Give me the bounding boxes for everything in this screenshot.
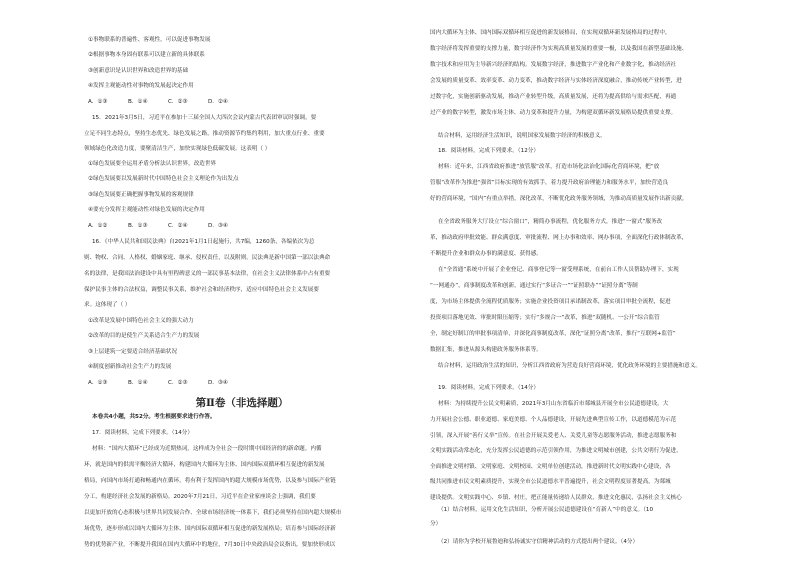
question-17-material: 环，就是国内的供需平衡经济大循环，构建国内大循环为主体、国内国际双循环相互促进的新发展 (84, 462, 325, 468)
question-18-material: 投资项目落地见效、审批时限压缩等；实行“多规合一”改革，推进“双随机、一公开”综合监管 (430, 315, 660, 321)
question-17-material: 以更加开放的心态积极与世界共同发展合作、全球市场经济统一体系下，我们必须坚持在国内超大规模市 (84, 510, 342, 516)
question-17-head: 17．阅读材料，完成下列要求。（14分） (92, 430, 193, 436)
answer-choices-q15 (88, 221, 400, 232)
option-line: ①绿色发展要全运用矛盾分析法认识世界，改造世界 (88, 161, 217, 167)
answer-c: C．②③ (168, 99, 188, 105)
question-17-material: 格局，向国内市场打通和畅通内在循环，将有利于发挥国内的超大规模市场优势，以及参与国际产业链 (84, 478, 336, 484)
answer-d: D．③④ (208, 223, 228, 229)
question-18-material: 管服”改革作为推进“强省”目标实现的有效抓手，着力提升政府治理能力和服务水平，加快营造良 (430, 180, 669, 186)
question-18-material: 好的营商环境，“国内”有重点举措，深化改革，不断优化政务服务领域，为推动高质量发展作出新贡献。 (430, 196, 688, 202)
option-line: ③创新意识是认识世界和改造世界的基础 (88, 68, 189, 74)
question-19-sub1-cont: 分） (430, 521, 442, 527)
section-title: 第Ⅱ卷（非选择题） (195, 397, 289, 409)
question-17-material: 分工，构建经济社会发展的新格局。2020年7月21日，习近平在企业家座谈会上强调，我们要 (84, 494, 316, 500)
question-19-material: 级共同推进市民文明素质提升，实现全市公民道德水平普遍提升，社会文明程度显著提高，为郯城 (430, 479, 671, 485)
option-line: ②改革的目的是使生产关系适合生产力的发展 (88, 333, 200, 339)
answer-b: B．①③ (128, 223, 148, 229)
answer-d: D．②④ (208, 99, 228, 105)
question-18-material: 不断提升企业和群众办事的满意度、获得感。 (430, 251, 542, 257)
option-line: ④制度创新推动社会生产力的发展 (88, 364, 172, 370)
option-line: ①事物联系的普遍性、客观性，可以促进事物发展 (88, 37, 211, 43)
answer-a: A．①③ (88, 380, 108, 386)
option-line: ②根据事物本身固有联系可以建立新的具体联系 (88, 52, 205, 58)
answer-a: A．①③ (88, 99, 108, 105)
question-18-material: 革，推动政府审批效能、群众满意度、审批流程、网上办事和效率、网办事项，全面深化行政体制改革， (430, 235, 688, 241)
option-line: ④发挥主观能动性对事物的发展起决定作用 (88, 83, 194, 89)
section-note: 本卷共4小题，共52分。考生根据要求进行作答。 (92, 414, 216, 420)
question-17-material: 过产业的数字转型，激发市场主体、动力变革和提升力量，为构建双循环新发展格局提供重要支撑。 (430, 110, 677, 116)
question-17-material: 势的优势新产业，不断提升我国在国内大循环中的地位，7月30日中央政治局会议指出，要加快形成以 (84, 542, 336, 548)
question-19-sub2: （2）请你为学校开展鲁迪和弘扬诚实守信精神活动的方式提出两个建议。（4分） (438, 539, 639, 545)
option-line: ③绿色发展要正确把握事物发展的客观规律 (88, 192, 194, 198)
question-19-material: 全面推进文明村镇、文明家庭、文明校园、文明单位创建活动，推进新时代文明实践中心建设，各 (430, 464, 671, 470)
question-18-material: 在全省政务服务大厅设立“综合窗口”，精简办事流程，优化服务方式，推进“一窗式”服务改 (438, 219, 663, 225)
question-19-material: 力开展社会公德、职业道德、家庭美德、个人品德建设，开展先进典型宣传工作，以道德模范为示范 (430, 417, 677, 423)
question-17-material: 材料：“国内大循环”已经成为近期热词，这样成为全社会一段时期中国经济的的新命题。内循 (92, 446, 322, 452)
option-line: ①改革是发展中国特色社会主义的强大动力 (88, 318, 194, 324)
question-19-material: 引领，深入开展“善行义举”宣传。在社会开展关爱老人、关爱儿童等志愿服务活动，推进志愿服务和 (430, 433, 677, 439)
question-17-material: 过数字化，实施创新驱动发展，推动产业转型升级，高质量发展，还将为提高供给与需求匹配，再通 (430, 94, 677, 100)
question-16-stem: 则、物权、合同、人格权、婚姻家庭、继承、侵权责任，以及附则。民法典是新中国第一部以法典命 (84, 255, 331, 261)
question-19-material: 建设提供。文明实践中心、乡镇、村庄，把正能量传递给人民群众，推进文化惠民，弘扬社会主义核心 (430, 495, 682, 501)
question-18-material: 度，为市场主体提供全流程优质服务；实施企业投资项目承诺制改革，落实项目审批全流程，促进 (430, 299, 671, 305)
option-line: ④要充分发挥主观能动性对绿色发展的决定作用 (88, 207, 205, 213)
question-18-material: “一网通办”，商事制度改革和创新，通过实行“多证合一”“证照联办”“证照分离”等制 (430, 283, 638, 289)
question-15-stem: 领域绿色化改造力度，要聚清洁生产，加快实现绿色低碳发展。这表明（ ） (84, 146, 271, 152)
answer-c: C．②③ (168, 380, 188, 386)
answer-d: D．③④ (208, 380, 228, 386)
question-18-head: 18．阅读材料，完成下列要求。（12分） (438, 148, 539, 154)
question-17-material: 国内大循环为主体、国内国际双循环相互促进的新发展格局，在实现双循环新发展格局的过程中， (430, 30, 671, 36)
answer-a: A．①② (88, 223, 108, 229)
question-15-stem: 15．2021年3月5日，习近平在参加十三届全国人大四次会议内蒙古代表团审议时强调，要 (92, 115, 317, 121)
question-18-prompt: 结合材料，运用政治生活的知识，分析江西省政府为营造良好营商环境，优化政务环境的主要措施和意义。 (438, 363, 701, 369)
question-16-stem: 16．《中华人民共和国民法典》自2021年1月1日起施行，共7编，1260条，各编依次为总 (92, 239, 315, 245)
question-19-sub1: （1）结合材料，运用文化生活知识，分析开展公民道德建设在“育新人”中的意义。（10 (438, 507, 654, 513)
question-17-material: 会发展的质量变革、效率变革、动力变革，推动数字经济与实体经济深度融合，推动传统产业转型，进 (430, 78, 682, 84)
question-18-material: 材料：近年来，江西省政府推进“放管服”改革，打造市场化法治化国际化营商环境，把“放 (438, 164, 660, 170)
question-18-material: 全，制定好制订的审批事项清单，并深化商事制度改革，深化“证照分离”改革，推行“互联网+监管” (430, 331, 676, 337)
question-17-material: 数字技术和应用为主导新兴经济的结构。发展数字经济，推进数字产业化和产业数字化，推动经济社 (430, 62, 677, 68)
question-17-material: 场优势，逐步形成以国内大循环为主体、国内国际双循环相互促进的新发展格局；培育参与国际经济新 (84, 526, 336, 532)
option-line: ②绿色发展要以发展新时代中国特色社会主义理论作为出发点 (88, 176, 239, 182)
answer-choices-q14 (88, 97, 400, 108)
question-15-stem: 立足不同生态特点，坚持生态优先、绿色发展之路，推动资源节约集约利用，加大重点行业、重要 (84, 131, 325, 137)
question-16-stem: 保护民事主体的合法权益，调整民事关系，维护社会和经济秩序，适应中国特色社会主义发展要 (84, 287, 319, 293)
answer-b: B．①④ (128, 380, 148, 386)
question-17-prompt: 结合材料，运用经济生活知识，说明国家发展数字经济的积极意义。 (438, 133, 606, 139)
answer-b: B．①④ (128, 99, 148, 105)
answer-choices-q16 (88, 378, 400, 389)
question-19-material: 文明实践活动常态化，充分发挥公民道德的示范引领作用，为推进文明城市创建，公共文明行为促进， (430, 448, 682, 454)
question-16-stem: 求。这体现了（ ） (84, 302, 131, 308)
question-17-material: 数字经济将发挥重要的支撑力量，数字经济作为实现高质量发展的重要一极，以及我国在新型基础设施、 (430, 46, 688, 52)
question-16-stem: 名的法律，是我国法治建设中具有里程碑意义的一部民事基本法律，在社会主义法律体系中占有重要 (84, 271, 331, 277)
question-19-material: 材料：为持续提升公民文明素质，2021年3月山东省临沂市郯城县开展全市公民道德建设，大 (438, 401, 669, 407)
right-column (430, 0, 748, 562)
answer-c: C．②④ (168, 223, 188, 229)
left-column (84, 0, 400, 562)
question-18-material: 在“全省通”系统中开展了企业登记、商事登记等一窗受理系统，在前台工作人员帮助办理下，实现 (438, 267, 679, 273)
option-line: ③上层建筑一定要适合经济基础状况 (88, 349, 177, 355)
question-19-head: 19．阅读材料，完成下列要求。（14分） (438, 385, 539, 391)
question-18-material: 数据汇集，推进从源头构建政务服务体系等。 (430, 347, 542, 353)
